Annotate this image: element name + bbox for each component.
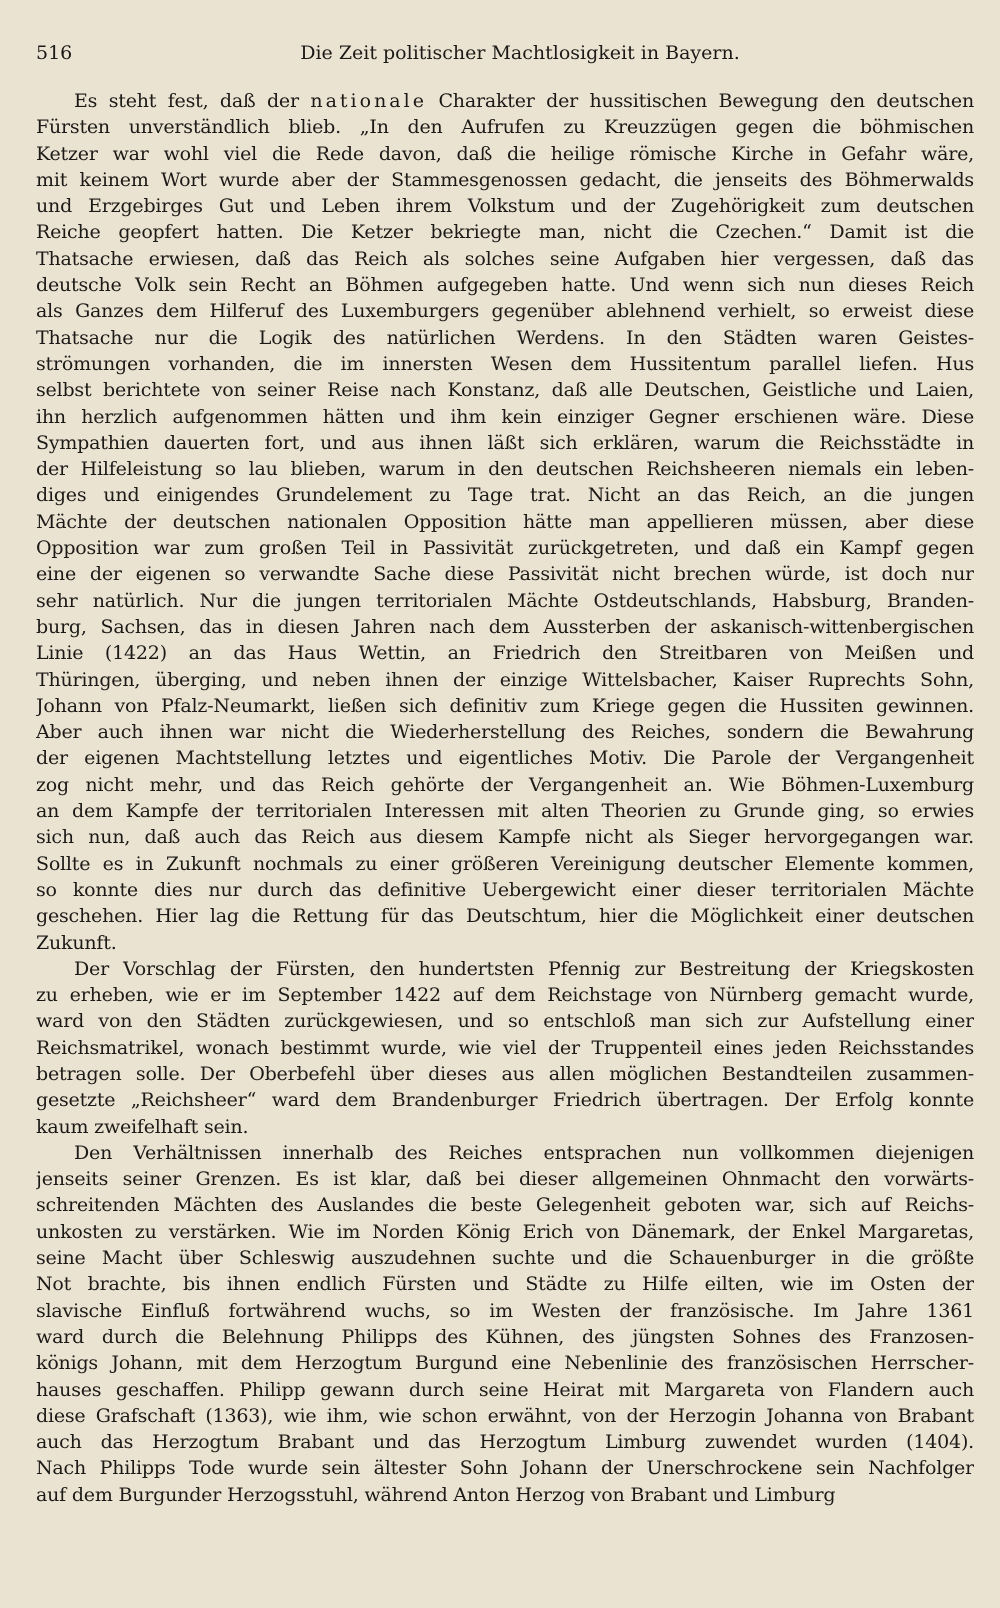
text-line: slavische Einfluß fortwährend wuchs, so im Westen der französische. Im Jahre 1361 — [36, 1299, 974, 1322]
text-line: und Erzgebirges Gut und Leben ihrem Volkstum und der Zugehörigkeit zum deutschen — [36, 195, 974, 218]
text-line: ihn herzlich aufgenommen hätten und ihm kein einziger Gegner erschienen wäre. Diese — [36, 405, 974, 428]
text-line: geschehen. Hier lag die Rettung für das Deutschtum, hier die Möglichkeit einer deutschen — [36, 905, 974, 928]
text-line: Sollte es in Zukunft nochmals zu einer größeren Vereinigung deutscher Elemente kommen, — [36, 852, 974, 875]
paragraph — [36, 88, 974, 956]
text-line: der Hilfeleistung so lau blieben, warum in den deutschen Reichsheeren niemals ein leben- — [36, 458, 974, 481]
text-line: gesetzte „Reichsheer“ ward dem Brandenburger Friedrich übertragen. Der Erfolg konnte — [36, 1089, 974, 1112]
text-line: Linie (1422) an das Haus Wettin, an Friedrich den Streitbaren von Meißen und — [36, 642, 974, 665]
text-line: Der Vorschlag der Fürsten, den hundertsten Pfennig zur Bestreitung der Kriegskosten — [74, 957, 974, 980]
paragraph — [36, 1140, 974, 1508]
text-line: Nach Philipps Tode wurde sein ältester Sohn Johann der Unerschrockene sein Nachfolger — [36, 1457, 974, 1480]
text-line: eine der eigenen so verwandte Sache diese Passivität nicht brechen würde, ist doch nur — [36, 563, 974, 586]
text-line: königs Johann, mit dem Herzogtum Burgund eine Nebenlinie des französischen Herrscher- — [36, 1352, 974, 1375]
text-line: selbst berichtete von seiner Reise nach Konstanz, daß alle Deutschen, Geistliche und Laien, — [36, 379, 974, 402]
text-line: als Ganzes dem Hilferuf des Luxemburgers gegenüber ablehnend verhielt, so erweist diese — [36, 300, 974, 323]
text-line: ward durch die Belehnung Philipps des Kühnen, des jüngsten Sohnes des Franzosen- — [36, 1325, 974, 1348]
running-head-title: Die Zeit politischer Machtlosigkeit in Bayern. — [300, 42, 740, 64]
text-line: auch das Herzogtum Brabant und das Herzogtum Limburg zuwendet wurden (1404). — [36, 1431, 974, 1454]
text-line: sehr natürlich. Nur die jungen territorialen Mächte Ostdeutschlands, Habsburg, Branden- — [36, 589, 974, 612]
text-line: Fürsten unverständlich blieb. „In den Aufrufen zu Kreuzzügen gegen die böhmischen — [36, 116, 974, 139]
text-line: mit keinem Wort wurde aber der Stammesgenossen gedacht, die jenseits des Böhmerwalds — [36, 168, 974, 191]
text-line: an dem Kampfe der territorialen Interessen mit alten Theorien zu Grunde ging, so erwies — [36, 800, 974, 823]
text-line: auf dem Burgunder Herzogsstuhl, während Anton Herzog von Brabant und Limburg — [36, 1483, 836, 1506]
text-line: seine Macht über Schleswig auszudehnen suchte und die Schauenburger in die größte — [36, 1247, 974, 1270]
text-line: Aber auch ihnen war nicht die Wiederherstellung des Reiches, sondern die Bewahrung — [36, 721, 974, 744]
text-line: Reiche geopfert hatten. Die Ketzer bekriegte man, nicht die Czechen.“ Damit ist die — [36, 221, 974, 244]
text-line: jenseits seiner Grenzen. Es ist klar, daß bei dieser allgemeinen Ohnmacht den vorwärts- — [36, 1168, 974, 1191]
text-line: deutsche Volk sein Recht an Böhmen aufgegeben hatte. Und wenn sich nun dieses Reich — [36, 274, 974, 297]
text-line: schreitenden Mächten des Auslandes die beste Gelegenheit geboten war, sich auf Reichs- — [36, 1194, 974, 1217]
text-line: Not brachte, bis ihnen endlich Fürsten und Städte zu Hilfe eilten, wie im Osten der — [36, 1273, 974, 1296]
text-line: burg, Sachsen, das in diesen Jahren nach dem Aussterben der askanisch-wittenbergischen — [36, 615, 974, 638]
text-line: Thatsache nur die Logik des natürlichen Werdens. In den Städten waren Geistes- — [36, 326, 974, 349]
text-line: Opposition war zum großen Teil in Passivität zurückgetreten, und daß ein Kampf gegen — [36, 537, 974, 560]
text-line: ward von den Städten zurückgewiesen, und so entschloß man sich zur Aufstellung einer — [36, 1010, 974, 1033]
emphasized-word: nationale — [310, 90, 427, 112]
text-line: Zukunft. — [36, 931, 117, 954]
text-line: unkosten zu verstärken. Wie im Norden König Erich von Dänemark, der Enkel Margaretas, — [36, 1220, 974, 1243]
text-line: zog nicht mehr, und das Reich gehörte der Vergangenheit an. Wie Böhmen-Luxemburg — [36, 773, 974, 796]
text-line: der eigenen Machtstellung letztes und eigentliches Motiv. Die Parole der Vergangenheit — [36, 747, 974, 770]
text-line: Ketzer war wohl viel die Rede davon, daß die heilige römische Kirche in Gefahr wäre, — [36, 142, 974, 165]
text-line: Es steht fest, daß der nationale Charakter der hussitischen Bewegung den deutschen — [74, 90, 974, 112]
running-head — [36, 36, 974, 70]
text-line: diges und einigendes Grundelement zu Tage trat. Nicht an das Reich, an die jungen — [36, 484, 974, 507]
text-line: Thüringen, überging, und neben ihnen der einzige Wittelsbacher, Kaiser Ruprechts Sohn, — [36, 668, 974, 691]
text-line: sich nun, daß auch das Reich aus diesem Kampfe nicht als Sieger hervorgegangen war. — [36, 826, 974, 849]
text-line: Reichsmatrikel, wonach bestimmt wurde, wie viel der Truppenteil eines jeden Reichsstandes — [36, 1036, 974, 1059]
text-line: so konnte dies nur durch das definitive Uebergewicht einer dieser territorialen Mächte — [36, 878, 974, 901]
text-line: kaum zweifelhaft sein. — [36, 1115, 249, 1138]
text-line: Sympathien dauerten fort, und aus ihnen läßt sich erklären, warum die Reichsstädte in — [36, 431, 974, 454]
page-number: 516 — [36, 42, 73, 64]
text-line: diese Grafschaft (1363), wie ihm, wie schon erwähnt, von der Herzogin Johanna von Brabant — [36, 1404, 974, 1427]
text-line: strömungen vorhanden, die im innersten Wesen dem Hussitentum parallel liefen. Hus — [36, 352, 974, 375]
text-line: Mächte der deutschen nationalen Opposition hätte man appellieren müssen, aber diese — [36, 510, 974, 533]
text-line: zu erheben, wie er im September 1422 auf dem Reichstage von Nürnberg gemacht wurde, — [36, 984, 974, 1007]
text-line: Den Verhältnissen innerhalb des Reiches entsprachen nun vollkommen diejenigen — [74, 1141, 974, 1164]
text-line: hauses geschaffen. Philipp gewann durch seine Heirat mit Margareta von Flandern auch — [36, 1378, 974, 1401]
text-line: betragen solle. Der Oberbefehl über dieses aus allen möglichen Bestandteilen zusammen- — [36, 1062, 974, 1085]
text-line: Thatsache erwiesen, daß das Reich als solches seine Aufgaben hier vergessen, daß das — [36, 247, 974, 270]
body-text — [36, 88, 974, 1508]
paragraph — [36, 956, 974, 1140]
text-line: Johann von Pfalz-Neumarkt, ließen sich definitiv zum Kriege gegen die Hussiten gewinnen. — [36, 694, 974, 717]
